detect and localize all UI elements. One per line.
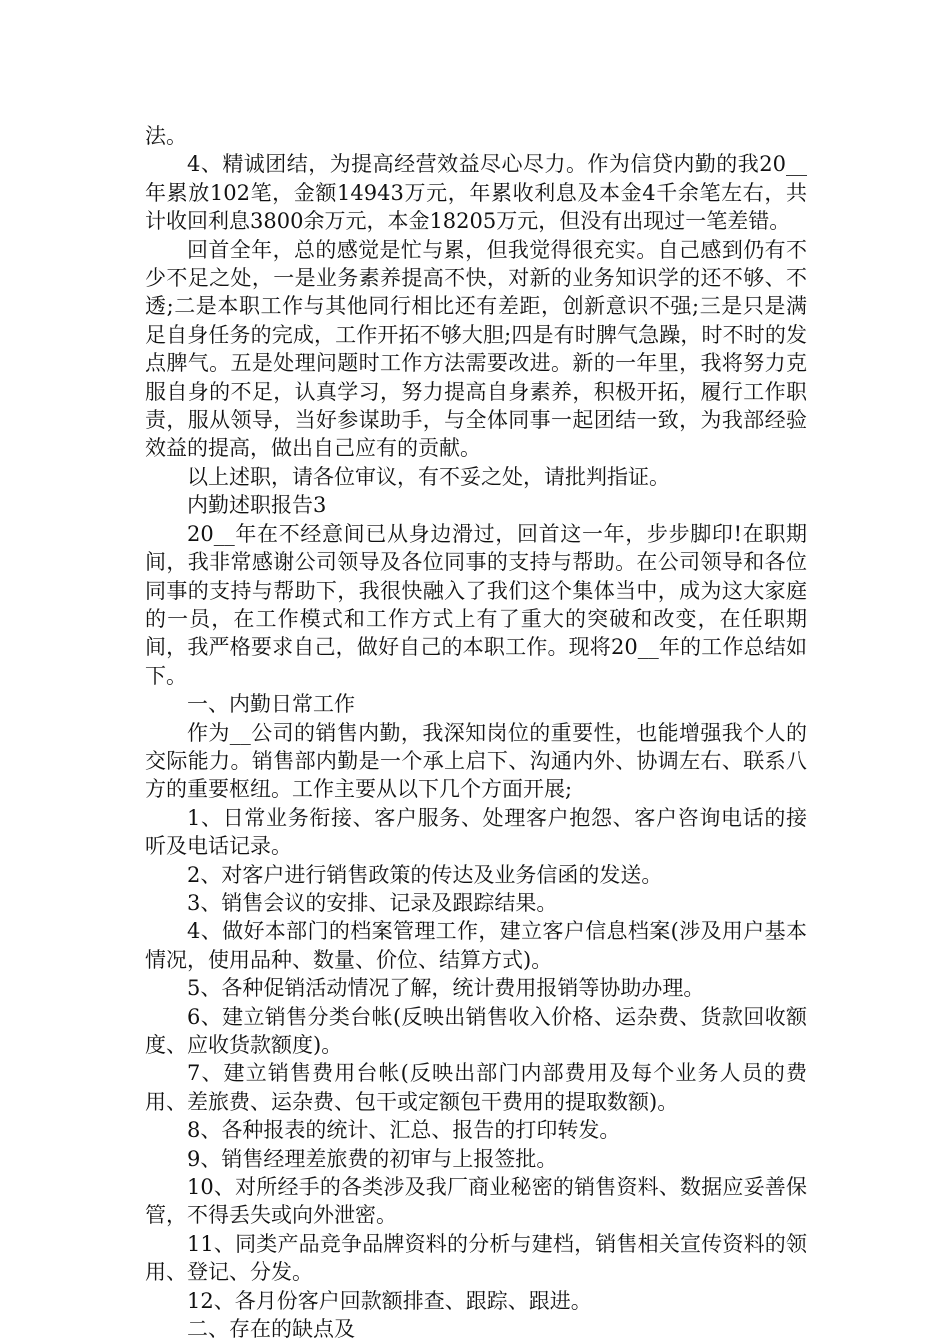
section-heading-shortcomings: 二、存在的缺点及 [187,1317,355,1342]
list-item-8: 8、各种报表的统计、汇总、报告的打印转发。 [187,1118,621,1143]
list-item-5: 5、各种促销活动情况了解，统计费用报销等协助办理。 [187,976,705,1001]
paragraph-intro: 20__年在不经意间已从身边滑过，回首这一年，步步脚印!在职期间，我非常感谢公司领导及各位同事的支持与帮助。在公司领导和各位同事的支持与帮助下，我很快融入了我们这个集体当中，成为这大家庭的一员，在工作模式和工作方式上有了重大的突破和改变，在任职期间，我严格要求自己，做好自己的本职工作。现将20__年的工作总结如下。 [145,521,807,688]
section-heading-daily-work: 一、内勤日常工作 [187,692,355,717]
paragraph-role: 作为__公司的销售内勤，我深知岗位的重要性，也能增强我个人的交际能力。销售部内勤是一个承上启下、沟通内外、协调左右、联系八方的重要枢纽。工作主要从以下几个方面开展; [145,720,807,802]
list-item-10: 10、对所经手的各类涉及我厂商业秘密的销售资料、数据应妥善保管，不得丢失或向外泄密。 [145,1175,807,1228]
section-heading-report-3: 内勤述职报告3 [187,493,327,518]
list-item-7: 7、建立销售费用台帐(反映出部门内部费用及每个业务人员的费用、差旅费、运杂费、包干或定额包干费用的提取数额)。 [145,1061,807,1114]
list-item-9: 9、销售经理差旅费的初审与上报签批。 [187,1146,558,1171]
list-item-3: 3、销售会议的安排、记录及跟踪结果。 [187,890,558,915]
list-item-12: 12、各月份客户回款额排查、跟踪、跟进。 [187,1288,592,1313]
paragraph-closing: 以上述职，请各位审议，有不妥之处，请批判指证。 [187,464,670,489]
list-item-6: 6、建立销售分类台帐(反映出销售收入价格、运杂费、货款回收额度、应收货款额度)。 [145,1004,807,1057]
paragraph-item-4: 4、精诚团结，为提高经营效益尽心尽力。作为信贷内勤的我20__年累放102笔，金额14943万元，年累收利息及本金4千余笔左右，共计收回利息3800余万元，本金18205万元，但没有出现过一笔差错。 [145,152,807,234]
paragraph-review: 回首全年，总的感觉是忙与累，但我觉得很充实。自己感到仍有不少不足之处，一是业务素养提高不快，对新的业务知识学的还不够、不透;二是本职工作与其他同行相比还有差距，创新意识不强;三是只是满足自身任务的完成，工作开拓不够大胆;四是有时脾气急躁，时不时的发点脾气。五是处理问题时工作方法需要改进。新的一年里，我将努力克服自身的不足，认真学习，努力提高自身素养，积极开拓，履行工作职责，服从领导，当好参谋助手，与全体同事一起团结一致，为我部经验效益的提高，做出自己应有的贡献。 [145,237,807,461]
list-item-11: 11、同类产品竞争品牌资料的分析与建档，销售相关宣传资料的领用、登记、分发。 [145,1231,807,1285]
document-page [145,122,807,1343]
list-item-4: 4、做好本部门的档案管理工作，建立客户信息档案(涉及用户基本情况，使用品种、数量、价位、结算方式)。 [145,919,807,972]
list-item-1: 1、日常业务衔接、客户服务、处理客户抱怨、客户咨询电话的接听及电话记录。 [145,805,807,859]
list-item-2: 2、对客户进行销售政策的传达及业务信函的发送。 [187,862,663,887]
paragraph-continuation: 法。 [145,124,187,148]
